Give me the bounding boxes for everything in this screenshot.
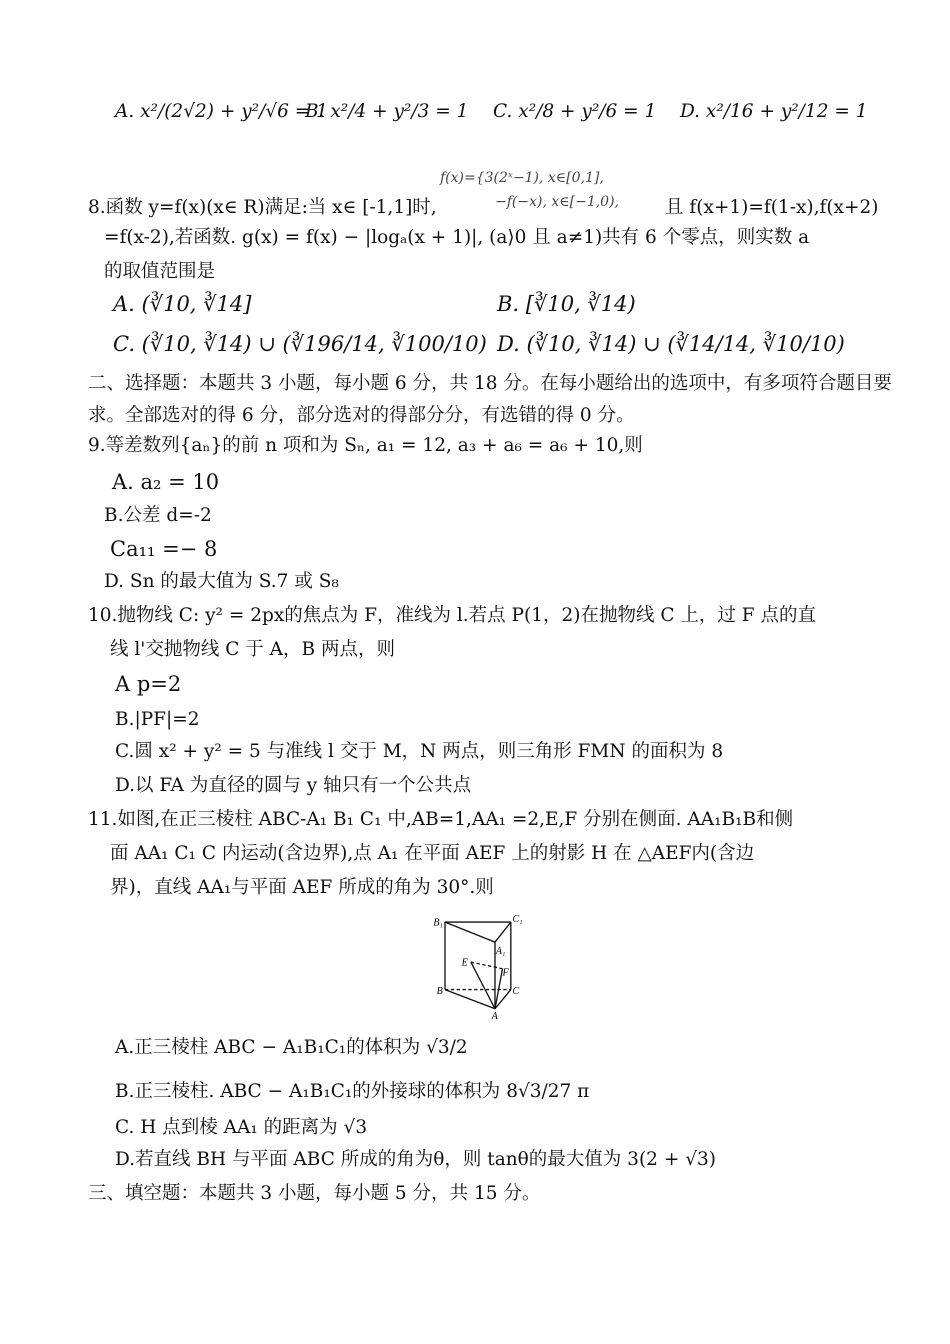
q7-option-c: C. x²/8 + y²/6 = 1: [493, 101, 657, 122]
label-a: A: [491, 1010, 498, 1022]
q8-stem-1: 8.函数 y=f(x)(x∈ R)满足:当 x∈ [-1,1]时,: [88, 197, 437, 218]
prism-figure: [415, 900, 540, 1030]
q9-option-d: D. Sn 的最大值为 S.7 或 S₈: [104, 571, 339, 592]
q9-stem: 9.等差数列{aₙ}的前 n 项和为 Sₙ, a₁ = 12, a₃ + a₆ = a₆ + 10,则: [88, 435, 643, 456]
q10-option-c: C.圆 x² + y² = 5 与准线 l 交于 M，N 两点，则三角形 FMN 的面积为 8: [115, 741, 724, 762]
q8-option-c: C. (∛10, ∛14) ∪ (∛196/14, ∛100/10): [113, 332, 487, 356]
q11-stem-1: 11.如图,在正三棱柱 ABC-A₁ B₁ C₁ 中,AB=1,AA₁ =2,E,F 分别在侧面. AA₁B₁B和侧: [88, 809, 794, 830]
q11-stem-3: 界)，直线 AA₁与平面 AEF 所成的角为 30°.则: [110, 877, 494, 898]
label-b: B: [436, 985, 443, 997]
q8-option-a: A. (∛10, ∛14]: [113, 292, 252, 316]
q7-option-a: A. x²/(2√2) + y²/√6 = 1: [115, 101, 328, 122]
q8-stem-1b: 且 f(x+1)=f(1-x),f(x+2): [665, 197, 879, 218]
q10-option-a: A p=2: [115, 672, 182, 696]
section3-heading: 三、填空题：本题共 3 小题，每小题 5 分，共 15 分。: [88, 1183, 541, 1204]
q8-piecewise-1: f(x)={3(2ˣ−1), x∈[0,1],: [440, 170, 604, 186]
q8-stem-2: =f(x-2),若函数. g(x) = f(x) − |logₐ(x + 1)|, (a⟩0 且 a≠1)共有 6 个零点，则实数 a: [104, 227, 810, 248]
q11-option-c: C. H 点到棱 AA₁ 的距离为 √3: [115, 1117, 368, 1138]
label-f: F: [502, 967, 509, 979]
q8-option-b: B. [∛10, ∛14): [497, 292, 636, 316]
section2-line2: 求。全部选对的得 6 分，部分选对的得部分分，有选错的得 0 分。: [88, 405, 635, 426]
label-b1: B₁: [433, 917, 443, 929]
label-c1: C₁: [512, 914, 523, 926]
label-a1: A₁: [495, 945, 506, 957]
q11-option-a: A.正三棱柱 ABC − A₁B₁C₁的体积为 √3/2: [115, 1037, 468, 1058]
label-e: E: [461, 957, 468, 969]
q10-option-d: D.以 FA 为直径的圆与 y 轴只有一个公共点: [115, 775, 472, 796]
q11-option-d: D.若直线 BH 与平面 ABC 所成的角为θ，则 tanθ的最大值为 3(2 + √3): [115, 1149, 716, 1170]
q9-option-b: B.公差 d=-2: [104, 505, 212, 526]
q8-piecewise-2: −f(−x), x∈[−1,0),: [495, 194, 619, 210]
q10-stem-2: 线 l'交抛物线 C 于 A，B 两点，则: [110, 639, 396, 660]
q7-option-d: D. x²/16 + y²/12 = 1: [680, 101, 868, 122]
q8-stem-3: 的取值范围是: [104, 261, 216, 282]
q10-stem-1: 10.抛物线 C: y² = 2px的焦点为 F，准线为 l.若点 P(1，2)在抛物线 C 上，过 F 点的直: [88, 605, 816, 626]
q7-option-b: B. x²/4 + y²/3 = 1: [305, 101, 469, 122]
section2-line1: 二、选择题：本题共 3 小题，每小题 6 分，共 18 分。在每小题给出的选项中，有多项符合题目要: [88, 373, 892, 394]
q10-option-b: B.|PF|=2: [115, 709, 200, 730]
q9-option-c: Ca₁₁ =− 8: [110, 537, 218, 561]
q11-stem-2: 面 AA₁ C₁ C 内运动(含边界),点 A₁ 在平面 AEF 上的射影 H 在 △AEF内(含边: [110, 843, 755, 864]
label-c: C: [512, 985, 520, 997]
q9-option-a: A. a₂ = 10: [112, 470, 220, 494]
q11-option-b: B.正三棱柱. ABC − A₁B₁C₁的外接球的体积为 8√3/27 π: [115, 1081, 590, 1102]
q8-option-d: D. (∛10, ∛14) ∪ (∛14/14, ∛10/10): [497, 332, 845, 356]
